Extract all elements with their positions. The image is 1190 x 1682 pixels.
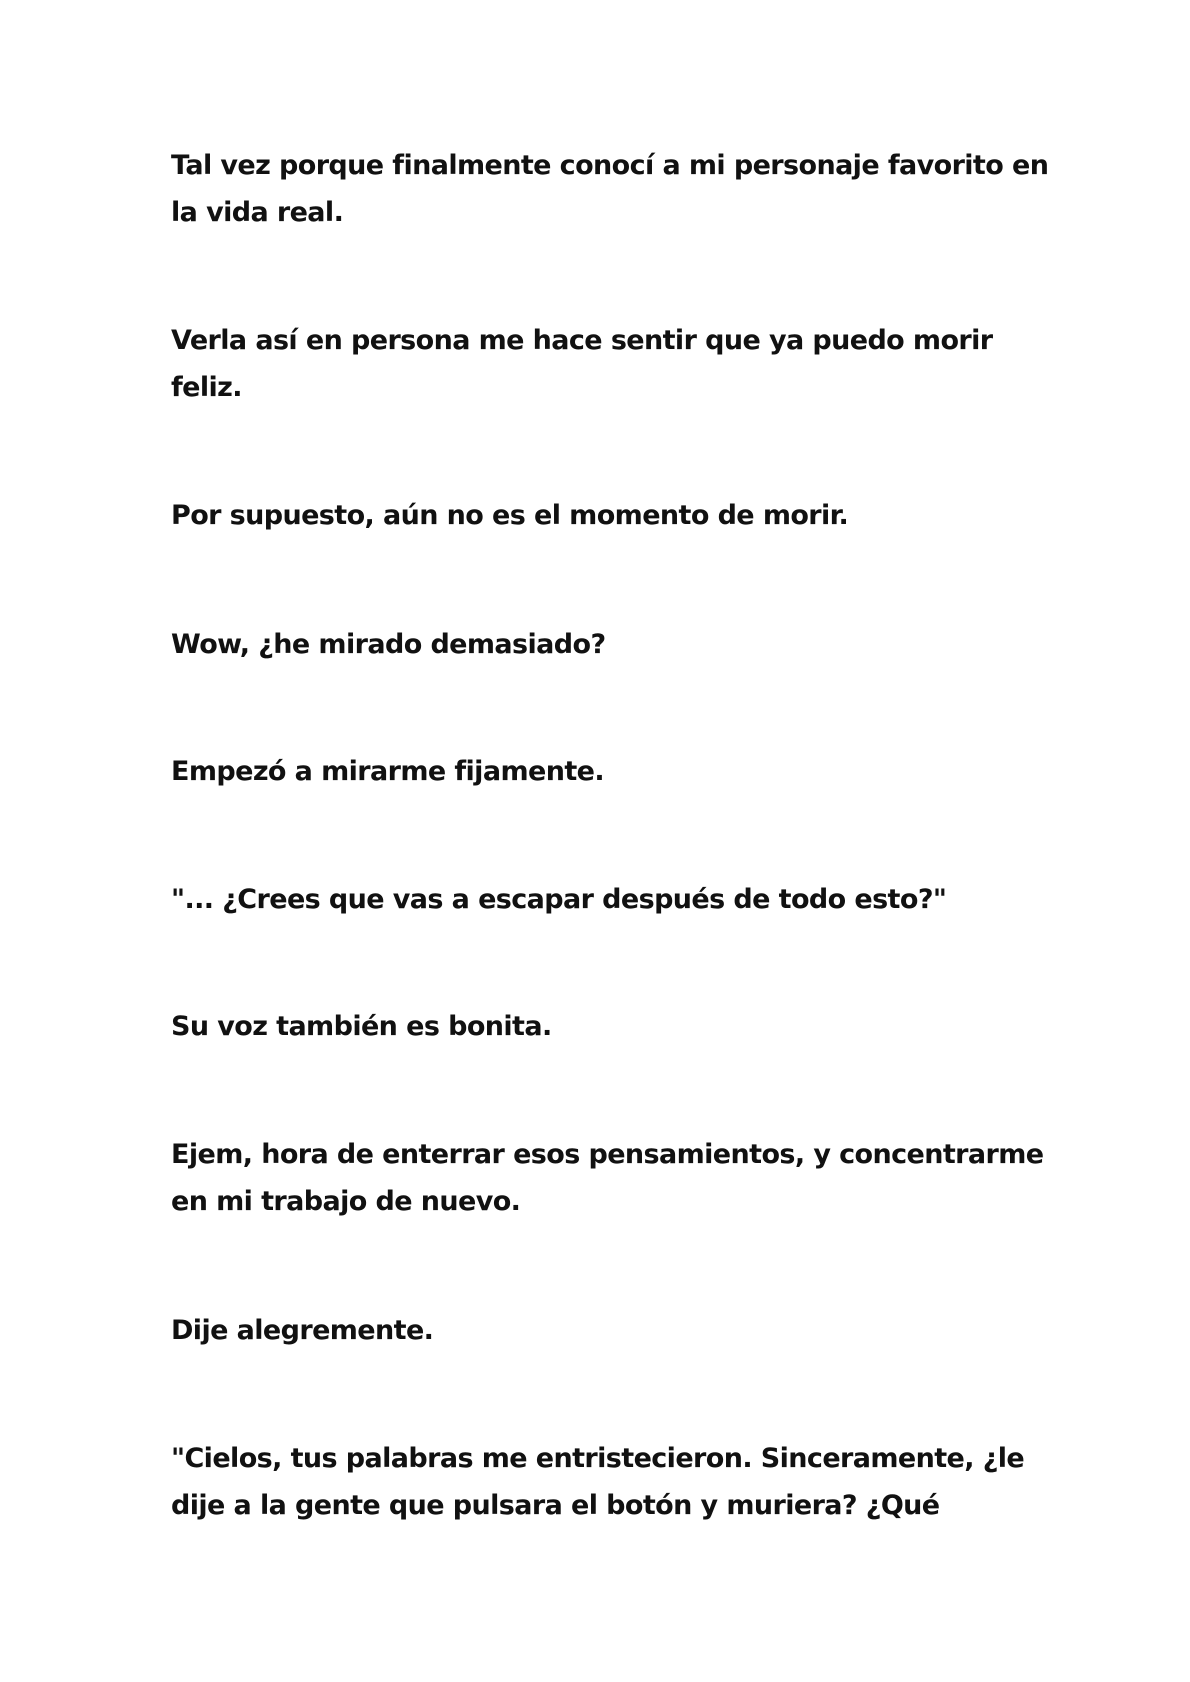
paragraph-8: Ejem, hora de enterrar esos pensamientos, y concentrarme en mi trabajo de nuevo.	[171, 1139, 1044, 1217]
paragraph-2: Verla así en persona me hace sentir que ya puedo morir feliz.	[171, 325, 993, 403]
paragraph-6: "... ¿Crees que vas a escapar después de todo esto?"	[171, 884, 947, 915]
paragraph-5: Empezó a mirarme fijamente.	[171, 756, 605, 787]
paragraph-10: "Cielos, tus palabras me entristecieron. Sinceramente, ¿le dije a la gente que pulsara el botón y muriera? ¿Qué	[171, 1443, 1025, 1521]
paragraph-4: Wow, ¿he mirado demasiado?	[171, 629, 606, 660]
paragraph-7: Su voz también es bonita.	[171, 1011, 552, 1042]
paragraph-9: Dije alegremente.	[171, 1315, 434, 1346]
paragraph-3: Por supuesto, aún no es el momento de morir.	[171, 500, 849, 531]
paragraph-1: Tal vez porque finalmente conocí a mi personaje favorito en la vida real.	[171, 150, 1049, 228]
